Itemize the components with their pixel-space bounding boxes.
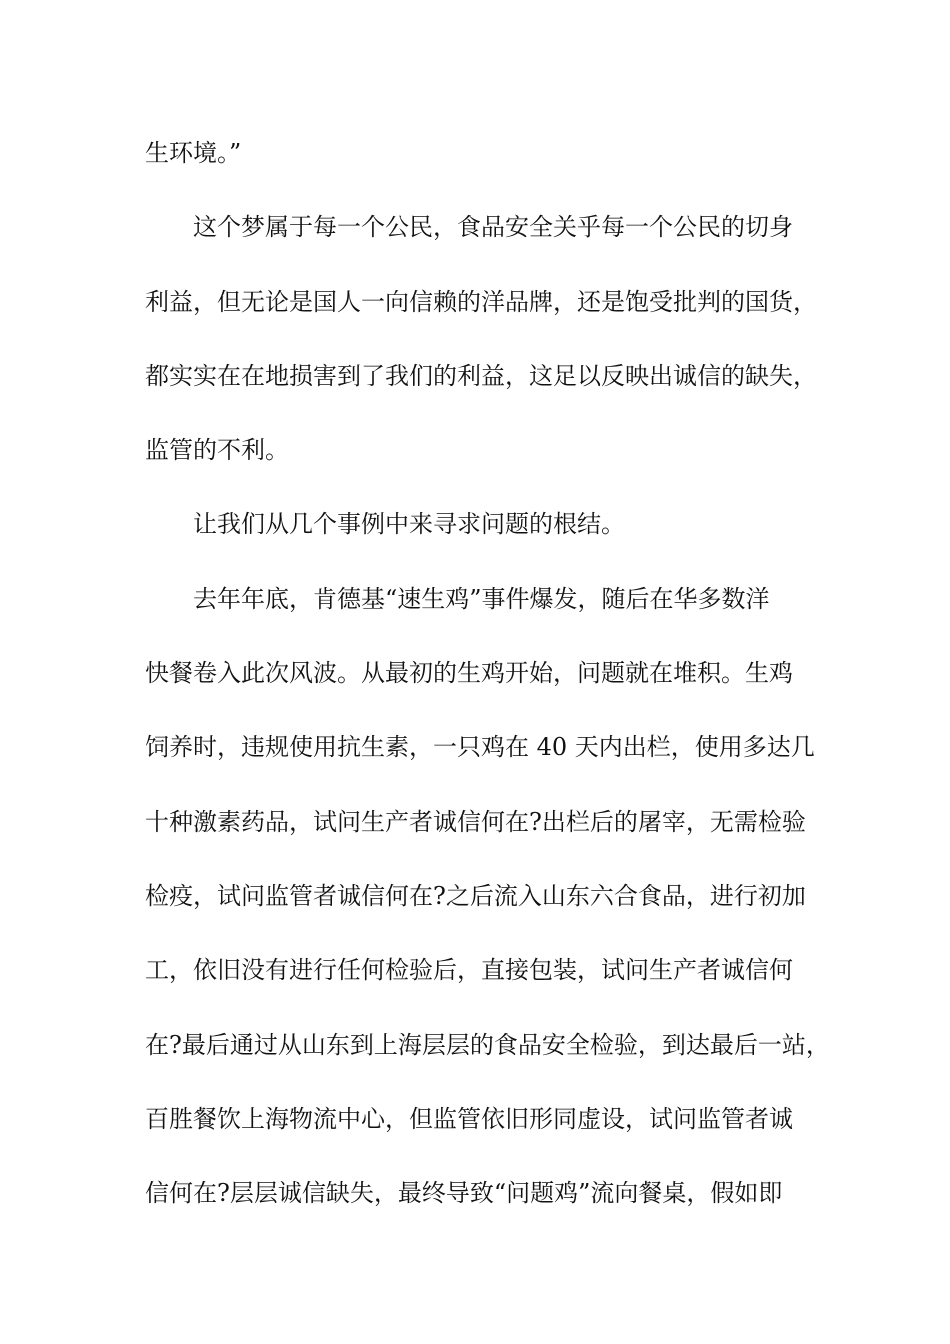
text-line: 快餐卷入此次风波。从最初的生鸡开始，问题就在堆积。生鸡 [145, 659, 793, 688]
text-line: 去年年底，肯德基“速生鸡”事件爆发，随后在华多数洋 [193, 584, 770, 613]
text-line: 十种激素药品，试问生产者诚信何在?出栏后的屠宰，无需检验 [145, 807, 806, 836]
text-line: 信何在?层层诚信缺失，最终导致“问题鸡”流向餐桌，假如即 [145, 1179, 783, 1208]
text-line: 在?最后通过从山东到上海层层的食品安全检验，到达最后一站， [145, 1030, 830, 1059]
text-line: 检疫，试问监管者诚信何在?之后流入山东六合食品，进行初加 [145, 881, 806, 910]
text-line: 饲养时，违规使用抗生素，一只鸡在 40 天内出栏，使用多达几 [145, 733, 815, 762]
text-line: 生环境。” [145, 139, 242, 167]
text-line: 监管的不利。 [145, 436, 289, 465]
text-line: 都实实在在地损害到了我们的利益，这足以反映出诚信的缺失， [145, 361, 817, 390]
text-line: 工，依旧没有进行任何检验后，直接包装，试问生产者诚信何 [145, 956, 793, 985]
document-body [145, 128, 835, 1242]
text-line: 百胜餐饮上海物流中心，但监管依旧形同虚设，试问监管者诚 [145, 1104, 793, 1133]
text-line: 这个梦属于每一个公民，食品安全关乎每一个公民的切身 [193, 213, 793, 242]
text-line: 利益，但无论是国人一向信赖的洋品牌，还是饱受批判的国货， [145, 287, 817, 316]
text-line: 让我们从几个事例中来寻求问题的根结。 [193, 510, 625, 539]
